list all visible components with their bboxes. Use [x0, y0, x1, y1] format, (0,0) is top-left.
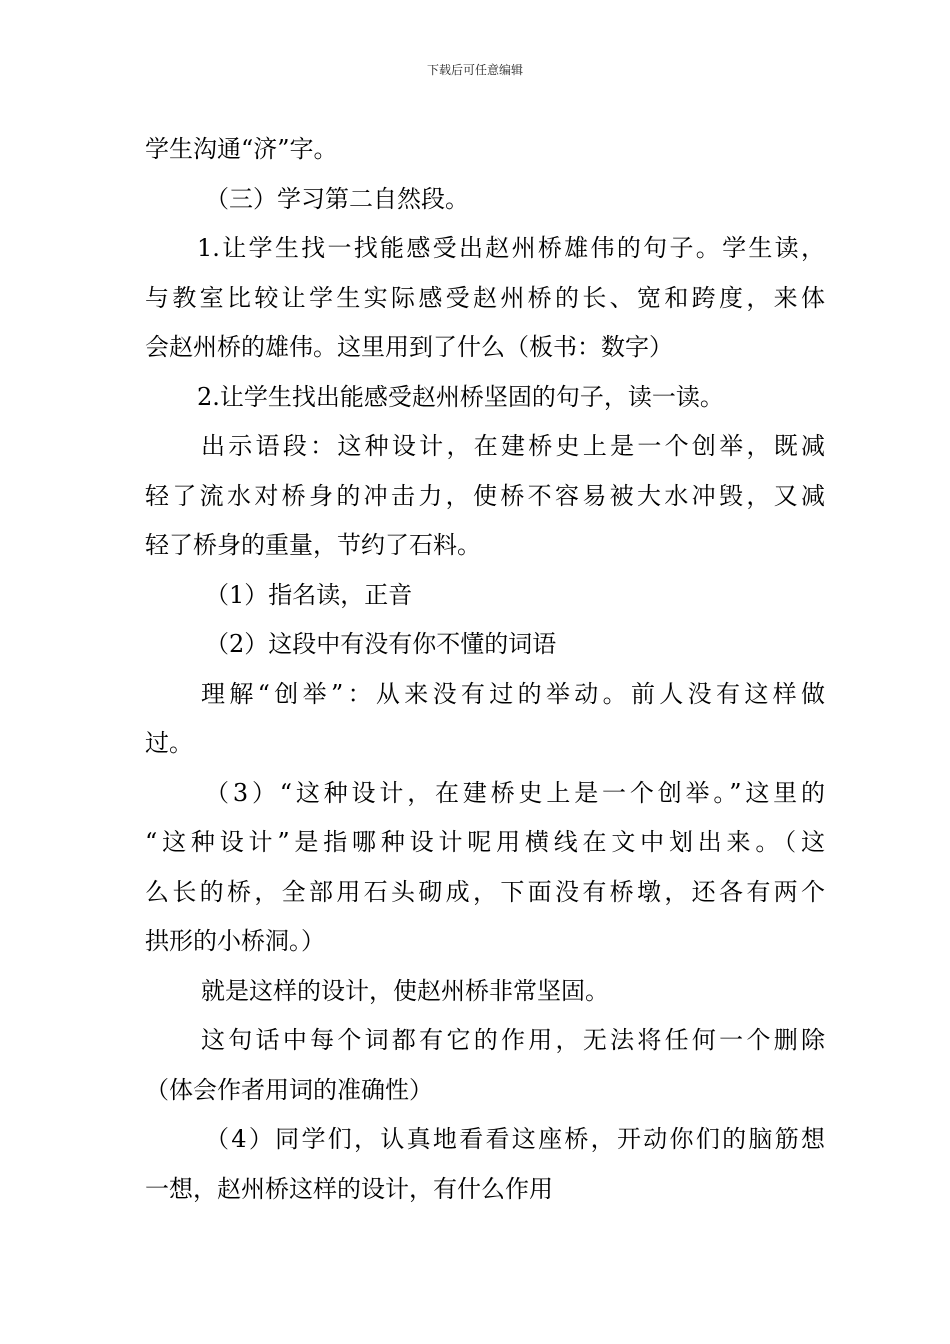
text-line: 1.让学生找一找能感受出赵州桥雄伟的句子。学生读， — [197, 234, 825, 262]
text-line: 轻了流水对桥身的冲击力，使桥不容易被大水冲毁，又减 — [145, 481, 825, 510]
text-line: 理解“创举”：从来没有过的举动。前人没有这样做 — [201, 679, 825, 708]
text-line: 出示语段：这种设计，在建桥史上是一个创举，既减 — [201, 432, 825, 460]
text-line: 与教室比较让学生实际感受赵州桥的长、宽和跨度，来体 — [145, 283, 825, 312]
text-line: 一想，赵州桥这样的设计，有什么作用 — [145, 1174, 553, 1203]
text-line: （体会作者用词的准确性） — [145, 1075, 433, 1104]
text-line: 么长的桥，全部用石头砌成，下面没有桥墩，还各有两个 — [145, 877, 825, 906]
list-item: （2）这段中有没有你不懂的词语 — [205, 630, 557, 658]
text-line: 这句话中每个词都有它的作用，无法将任何一个删除 — [201, 1026, 825, 1054]
list-item: （4）同学们，认真地看看这座桥，开动你们的脑筋想 — [205, 1125, 825, 1153]
text-line: “这种设计”是指哪种设计呢用横线在文中划出来。（这 — [145, 828, 825, 856]
text-line: 轻了桥身的重量，节约了石料。 — [145, 531, 481, 559]
text-line: 学生沟通“济”字。 — [145, 135, 338, 163]
section-heading: （三）学习第二自然段。 — [205, 184, 469, 213]
text-line: 过。 — [145, 729, 193, 757]
list-item: （3）“这种设计，在建桥史上是一个创举。”这里的 — [205, 778, 825, 807]
document-body — [145, 125, 825, 1214]
text-line: 就是这样的设计，使赵州桥非常坚固。 — [201, 976, 609, 1005]
page-header: 下载后可任意编辑 — [426, 63, 523, 77]
text-line: 拱形的小桥洞。） — [145, 927, 325, 955]
text-line: 2.让学生找出能感受赵州桥坚固的句子，读一读。 — [197, 382, 724, 411]
text-line: 会赵州桥的雄伟。这里用到了什么（板书：数字） — [145, 333, 673, 361]
list-item: （1）指名读，正音 — [205, 580, 413, 609]
